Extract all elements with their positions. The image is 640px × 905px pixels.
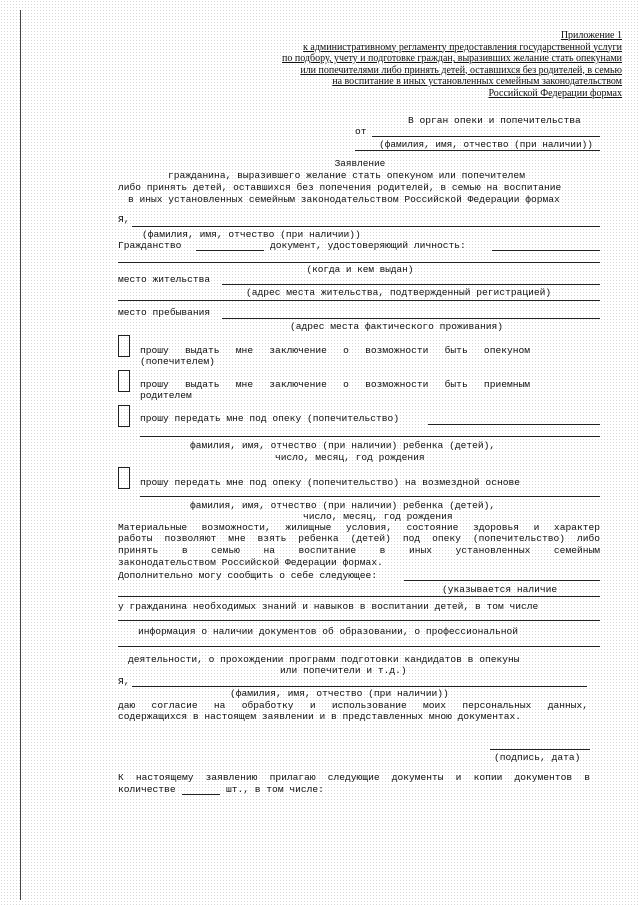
consent-text: содержащихся в настоящем заявлении и в представленных мною документах.: [118, 711, 522, 722]
residence-label: место жительства: [118, 274, 211, 285]
additional-caption: у гражданина необходимых знаний и навыков в воспитании детей, в том числе: [118, 601, 539, 612]
child-caption: число, месяц, год рождения: [303, 511, 453, 522]
document-label: документ, удостоверяющий личность:: [270, 240, 466, 251]
child-caption: фамилия, имя, отчество (при наличии) ребенка (детей),: [190, 500, 496, 511]
material-text: работы позволяют мне взять ребенка (детей) под опеку (попечительство) либо: [118, 533, 600, 544]
option-checkbox[interactable]: [118, 467, 130, 489]
consent-i-label: Я,: [118, 676, 130, 687]
child-line[interactable]: [428, 424, 600, 425]
appendix-line: по подбору, учету и подготовке граждан, выразивших желание стать опекунами: [282, 53, 622, 64]
subtitle-line: в иных установленных семейным законодательством Российской Федерации формах: [128, 194, 560, 205]
doc-caption: (когда и кем выдан): [306, 264, 414, 275]
consent-name-caption: (фамилия, имя, отчество (при наличии)): [230, 688, 449, 699]
additional-caption: (указывается наличие: [442, 584, 558, 595]
appendix-line: к административному регламенту предоставления государственной услуги: [303, 41, 622, 53]
addressee-from-line-2[interactable]: [355, 150, 600, 151]
appendix-line: или попечителями либо принять детей, оставшихся без родителей, в семью: [300, 64, 622, 76]
attachments-text: шт., в том числе:: [226, 784, 324, 795]
appendix-line: Российской Федерации формах: [488, 87, 622, 99]
document-title: Заявление: [334, 158, 386, 169]
additional-caption: или попечители и т.д.): [280, 665, 407, 676]
residence-caption: (адрес места жительства, подтвержденный регистрацией): [246, 287, 552, 298]
option-checkbox[interactable]: [118, 335, 130, 357]
addressee-from-line[interactable]: [372, 136, 600, 137]
residence-line-2[interactable]: [118, 300, 600, 301]
applicant-name-caption: (фамилия, имя, отчество (при наличии)): [142, 229, 361, 240]
option-checkbox[interactable]: [118, 405, 130, 427]
attachments-count-line[interactable]: [182, 794, 220, 795]
subtitle-line: либо принять детей, оставшихся без попечения родителей, в семью на воспитание: [118, 182, 562, 193]
child-line-2[interactable]: [140, 436, 600, 437]
citizenship-label: Гражданство: [118, 240, 182, 251]
additional-line-4[interactable]: [118, 646, 600, 647]
stay-caption: (адрес места фактического проживания): [290, 321, 504, 332]
stay-line[interactable]: [222, 318, 600, 319]
material-text: Материальные возможности, жилищные условия, состояние здоровья и характер: [118, 522, 600, 533]
option-text: прошу передать мне под опеку (попечительство) на возмездной основе: [140, 477, 520, 488]
additional-label: Дополнительно могу сообщить о себе следующее:: [118, 570, 378, 581]
option-checkbox[interactable]: [118, 370, 130, 392]
material-text: принять в семью на воспитание в иных установленных семейным: [118, 545, 600, 556]
attachments-text: К настоящему заявлению прилагаю следующие документы и копии документов в: [118, 772, 590, 783]
option-text: прошу выдать мне заключение о возможности быть приемным: [140, 379, 530, 390]
consent-text: даю согласие на обработку и использование моих персональных данных,: [118, 700, 588, 711]
residence-line[interactable]: [222, 284, 600, 285]
addressee-from-label: от: [355, 126, 367, 137]
additional-caption: информация о наличии документов об образовании, о профессиональной: [138, 626, 518, 637]
option-text: прошу передать мне под опеку (попечительство): [140, 413, 400, 424]
material-text: законодательством Российской Федерации формах.: [118, 557, 383, 568]
applicant-i-label: Я,: [118, 214, 130, 225]
signature-line[interactable]: [490, 749, 590, 750]
page-edge-line: [20, 10, 21, 900]
citizenship-line[interactable]: [196, 250, 264, 251]
additional-line-2[interactable]: [118, 596, 600, 597]
additional-caption: деятельности, о прохождении программ подготовки кандидатов в опекуны: [128, 654, 520, 665]
additional-line-3[interactable]: [118, 620, 600, 621]
signature-caption: (подпись, дата): [494, 752, 581, 763]
applicant-name-line[interactable]: [132, 226, 600, 227]
document-line[interactable]: [492, 250, 600, 251]
document-line-2[interactable]: [118, 262, 600, 263]
stay-label: место пребывания: [118, 307, 211, 318]
additional-line[interactable]: [404, 580, 600, 581]
option-text: (попечителем): [140, 356, 215, 367]
consent-name-line[interactable]: [132, 686, 587, 687]
child-caption: фамилия, имя, отчество (при наличии) ребенка (детей),: [190, 440, 496, 451]
child-line-3[interactable]: [140, 496, 600, 497]
attachments-count-label: количестве: [118, 784, 176, 795]
appendix-line: на воспитание в иных установленных семейным законодательством: [332, 76, 622, 87]
subtitle-line: гражданина, выразившего желание стать опекуном или попечителем: [168, 170, 525, 181]
addressee-to: В орган опеки и попечительства: [408, 115, 581, 126]
appendix-header: [202, 30, 622, 99]
appendix-line: Приложение 1: [560, 30, 622, 41]
child-caption: число, месяц, год рождения: [275, 452, 425, 463]
addressee-from-caption: (фамилия, имя, отчество (при наличии)): [379, 139, 593, 150]
option-text: прошу выдать мне заключение о возможности быть опекуном: [140, 345, 530, 356]
option-text: родителем: [140, 390, 192, 401]
